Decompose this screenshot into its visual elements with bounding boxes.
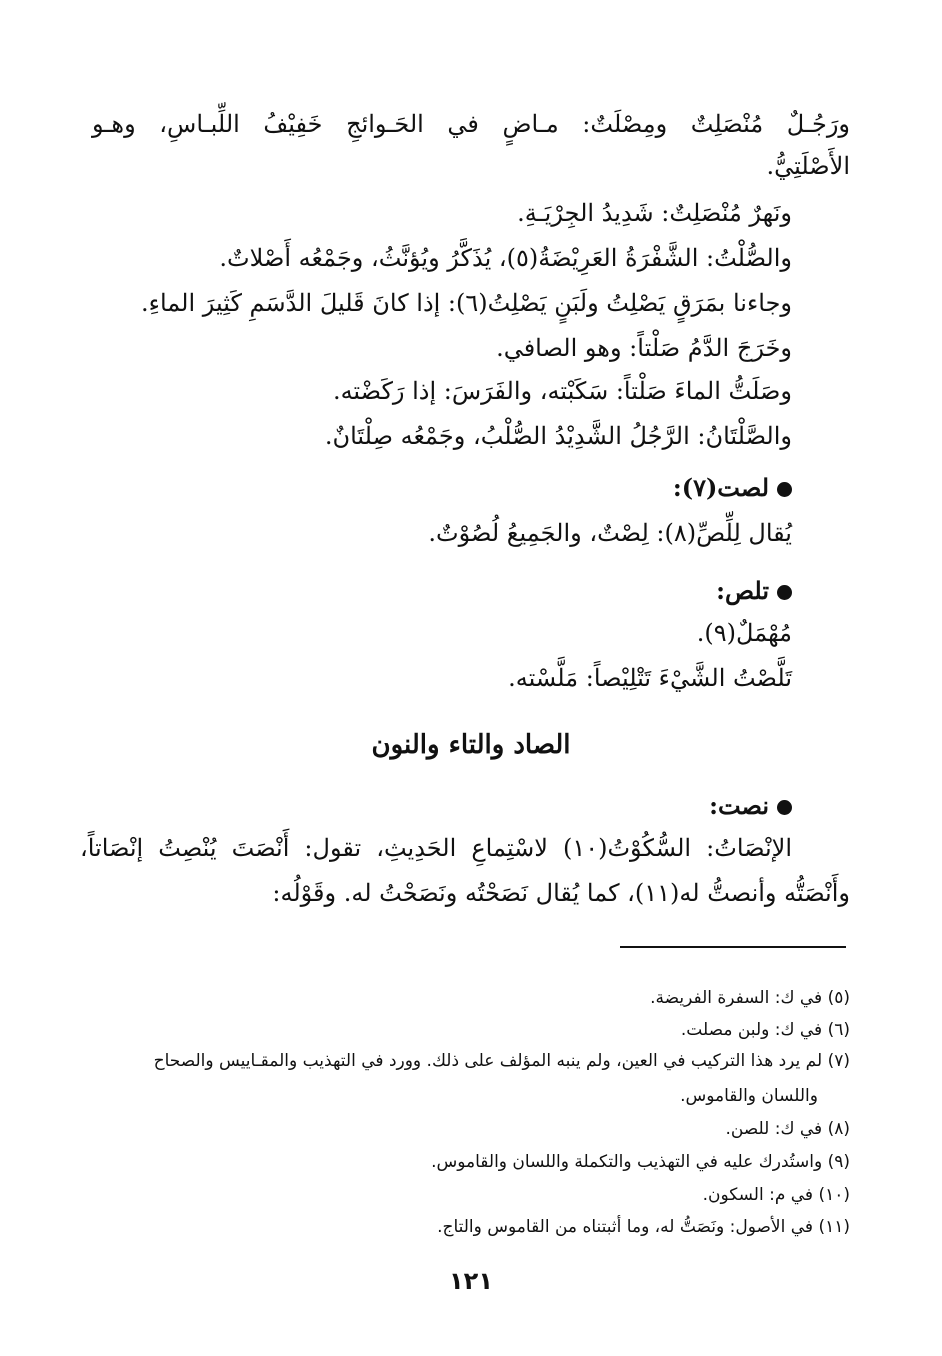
entry-heading-nast	[709, 790, 792, 822]
entry-heading-lust	[673, 472, 792, 504]
body-line-5: وجاءنا بمَرَقٍ يَصْلِتُ ولَبَنٍ يَصْلِتُ(٦): إذا كانَ قَليلَ الدَّسَمِ كَثِيرَ الماءِ.	[141, 289, 792, 317]
footnote-8: (٨) في ك: للصن.	[725, 1119, 850, 1139]
entry-tals-line-2: تَلَّصْتُ الشَّيْءَ تَتْلِيْصاً: مَلَّسْته.	[508, 664, 792, 692]
footnote-7-continued: واللسان والقاموس.	[680, 1086, 818, 1106]
page-number: ١٢١	[449, 1267, 493, 1295]
bullet-icon	[777, 800, 792, 815]
body-line-7: وصَلَتُّ الماءَ صَلْتاً: سَكَبْته، والفَرَسَ: إذا رَكَضْته.	[332, 377, 792, 405]
entry-nast-line-2: وأَنْصَتُّه وأنصتُّ له(١١)، كما يُقال نَصَحْتُه ونَصَحْتُ له. وقَوْلُه:	[272, 879, 850, 907]
footnote-divider	[620, 946, 846, 948]
body-line-4: والصُّلْتُ: الشَّفْرَةُ العَرِيْضَةُ(٥)، يُذَكَّرُ ويُؤنَّثُ، وجَمْعُه أَصْلاتٌ.	[219, 244, 792, 272]
body-line-2: الأَصْلَتِيُّ.	[766, 152, 850, 180]
entry-lust-line: يُقال لِلِّصِّ(٨): لِصْتٌ، والجَمِيعُ لُصُوْتٌ.	[428, 519, 792, 547]
footnote-7: (٧) لم يرد هذا التركيب في العين، ولم ينبه المؤلف على ذلك. وورد في التهذيب والمقـاييس والصحاح	[153, 1051, 850, 1071]
footnote-11: (١١) في الأصول: ونَصَتُّ له، وما أثبتناه من القاموس والتاج.	[437, 1217, 850, 1237]
footnote-10: (١٠) في م: السكون.	[702, 1185, 850, 1205]
section-title: الصاد والتاء والنون	[371, 730, 571, 760]
bullet-icon	[777, 482, 792, 497]
entry-heading-nast-text: نصت:	[709, 791, 769, 820]
body-line-3: ونَهرٌ مُنْصَلِتٌ: شَدِيدُ الجِرْيَـةِ.	[517, 199, 792, 227]
bullet-icon	[777, 585, 792, 600]
footnote-6: (٦) في ك: ولبن مصلت.	[680, 1020, 850, 1040]
entry-heading-lust-text: لصت(٧):	[672, 473, 769, 502]
entry-tals-line-1: مُهْمَلٌ(٩).	[696, 619, 792, 647]
entry-nast-line-1: الإنْصَاتُ: السُّكُوْتُ(١٠) لاسْتِماعِ الحَدِيثِ، تقول: أَنْصَتَ يُنْصِتُ إنْصَاتاً،	[80, 834, 792, 862]
entry-heading-tals	[716, 575, 792, 607]
body-line-1: ورَجُـلٌ مُنْصَلِتٌ ومِصْلَتٌ: مـاضٍ في الحَـوائجِ خَفِيْفُ اللِّبـاسِ، وهـو	[92, 110, 850, 138]
body-line-6: وخَرَجَ الدَّمُ صَلْتاً: وهو الصافي.	[496, 334, 792, 362]
body-line-8: والصَّلْتَانُ: الرَّجُلُ الشَّدِيْدُ الصُّلْبُ، وجَمْعُه صِلْتَانٌ.	[324, 422, 792, 450]
footnote-9: (٩) واستُدرك عليه في التهذيب والتكملة واللسان والقاموس.	[431, 1152, 850, 1172]
footnote-5: (٥) في ك: السفرة الفريضة.	[650, 988, 850, 1008]
entry-heading-tals-text: تلص:	[716, 576, 769, 605]
